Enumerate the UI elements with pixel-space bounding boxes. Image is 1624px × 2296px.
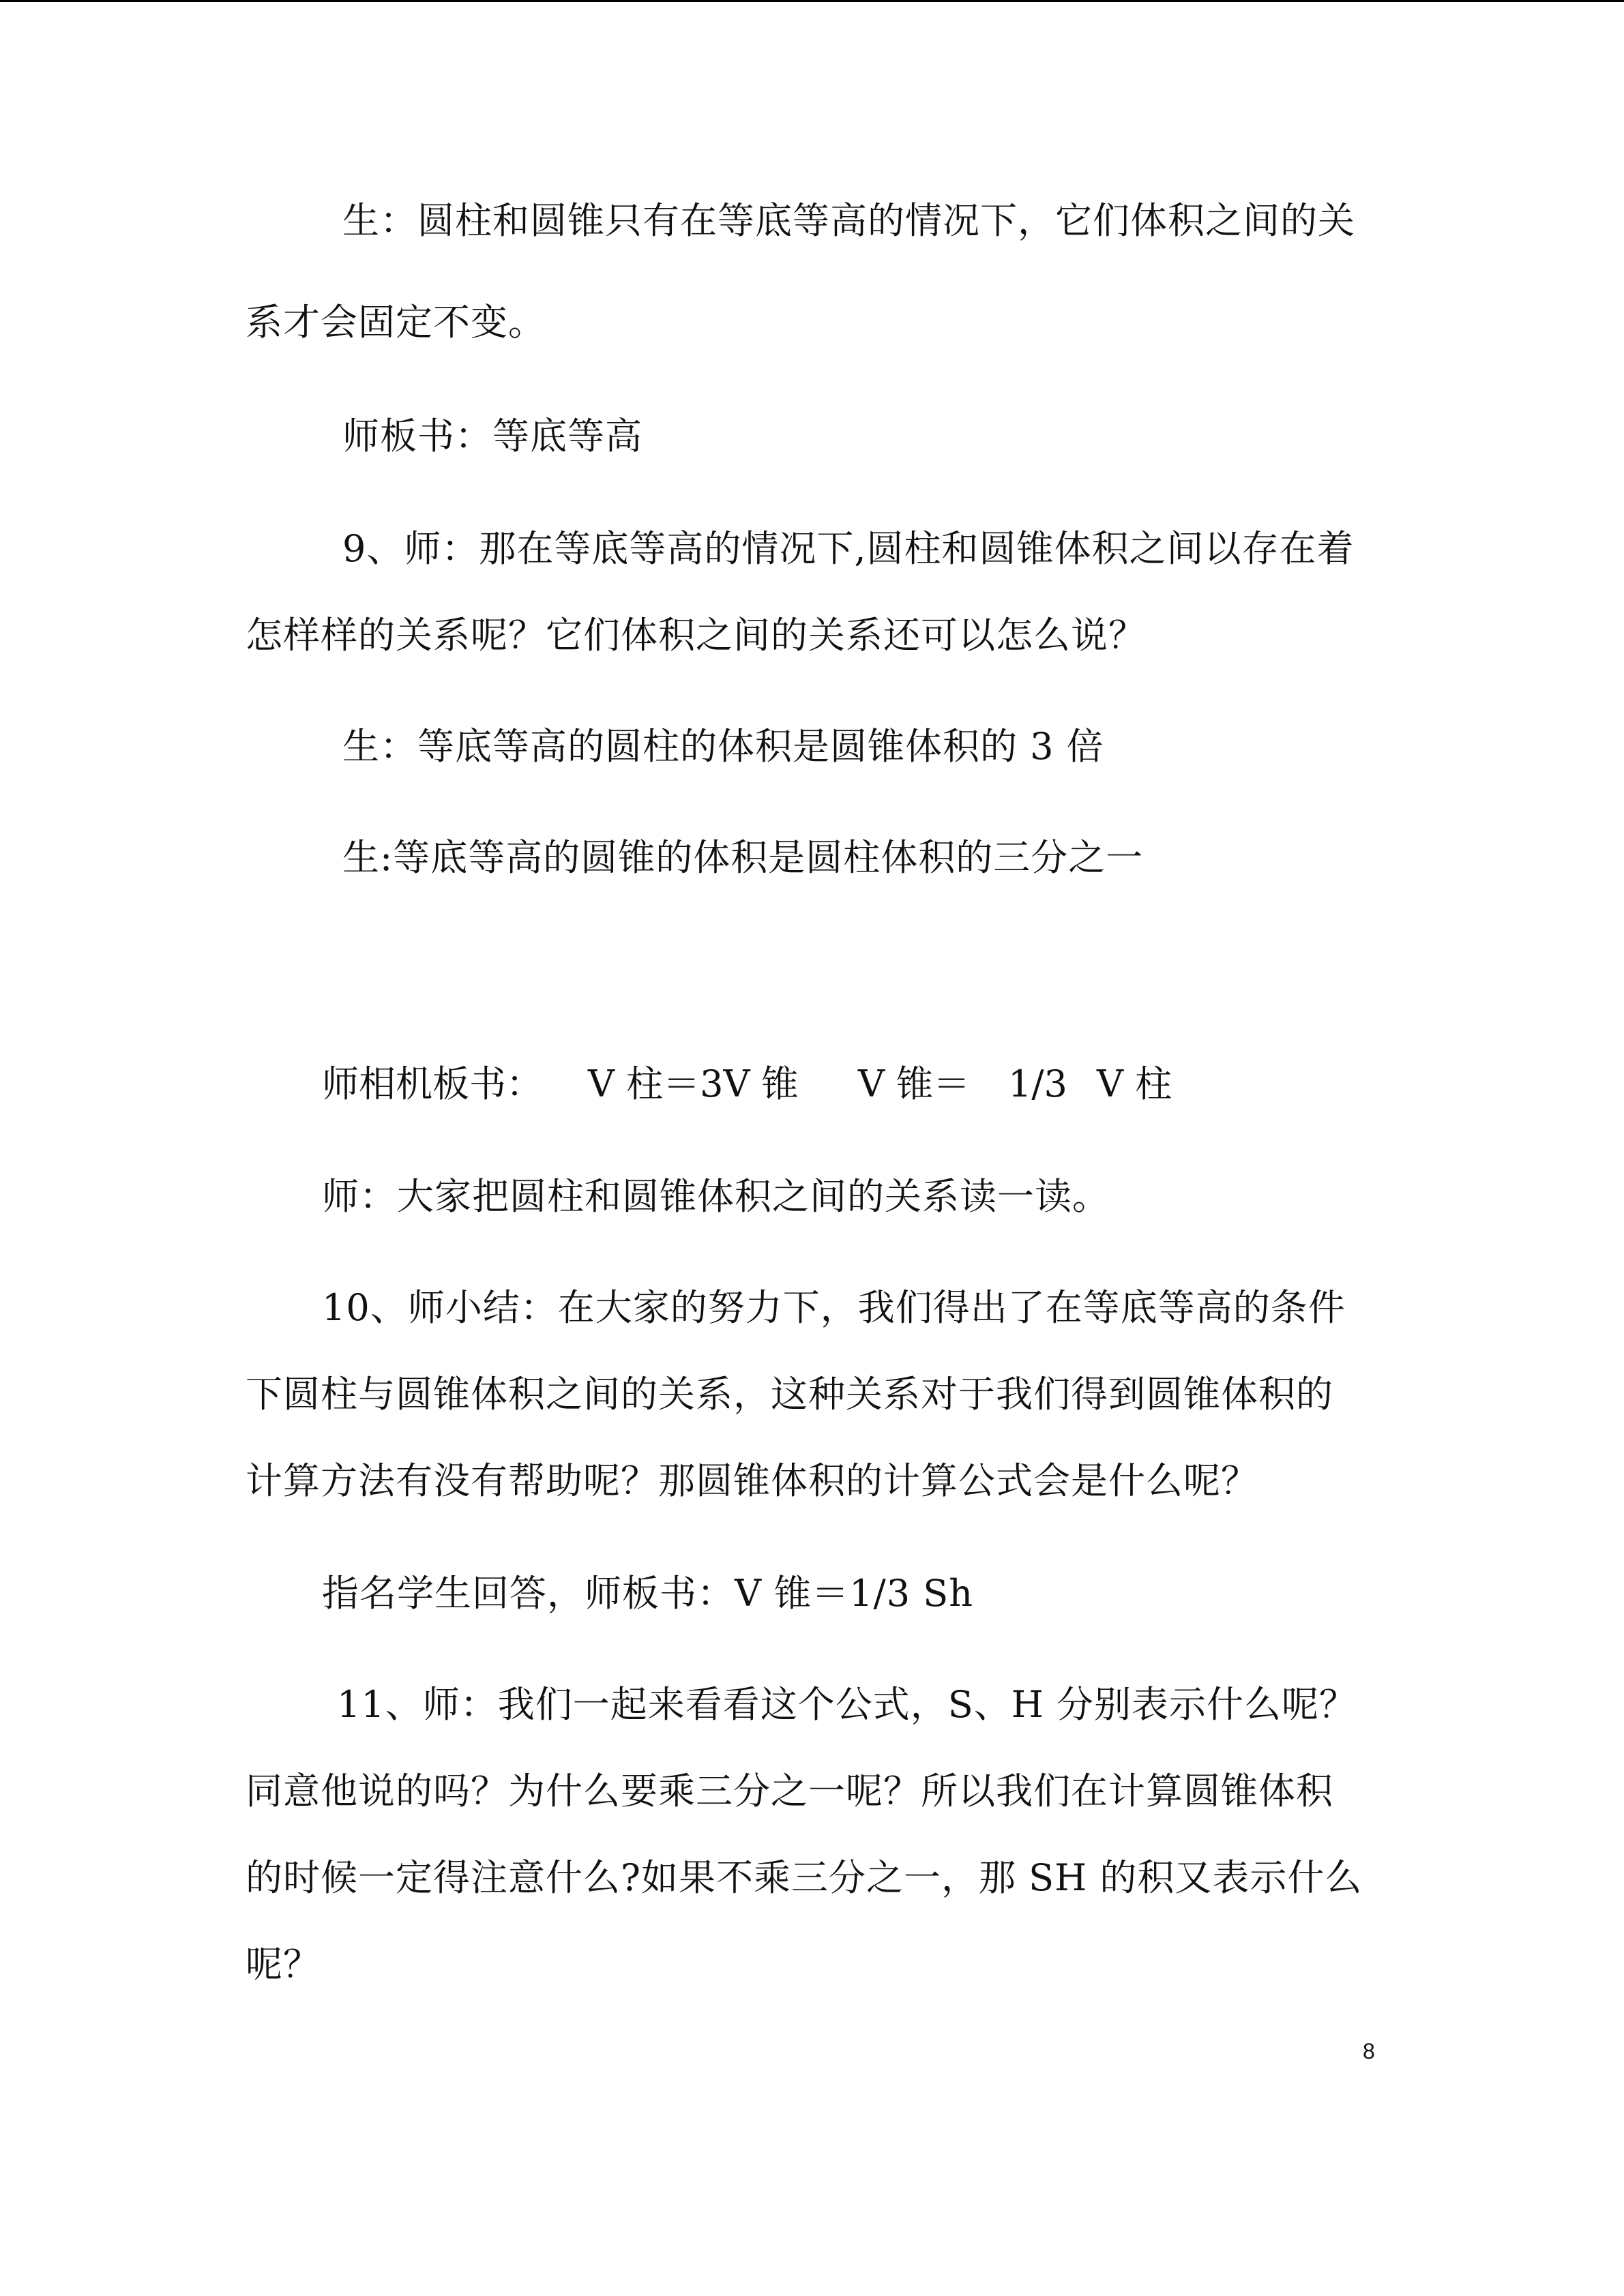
- paragraph-line: 9、师：那在等底等高的情况下,圆柱和圆锥体积之间以存在着: [342, 527, 1355, 570]
- paragraph-line: 怎样样的关系呢？它们体积之间的关系还可以怎么说？: [246, 614, 1146, 657]
- paragraph-line: 师：大家把圆柱和圆锥体积之间的关系读一读。: [322, 1175, 1110, 1218]
- formula-label: 师相机板书：: [322, 1062, 543, 1105]
- formula-cone-equals: V 锥＝: [858, 1062, 971, 1105]
- paragraph-line: 的时候一定得注意什么?如果不乘三分之一，那 SH 的积又表示什么: [246, 1856, 1363, 1899]
- formula-fraction: 1/3: [1008, 1062, 1067, 1105]
- paragraph-line: 生:等底等高的圆锥的体积是圆柱体积的三分之一: [342, 836, 1144, 879]
- paragraph-line: 10、师小结：在大家的努力下，我们得出了在等底等高的条件: [322, 1286, 1346, 1329]
- formula-cylinder-equals: V 柱＝3V 锥: [588, 1062, 799, 1105]
- paragraph-line: 下圆柱与圆锥体积之间的关系，这种关系对于我们得到圆锥体积的: [246, 1373, 1333, 1416]
- paragraph-line: 指名学生回答，师板书：V 锥＝1/3 Sh: [322, 1572, 974, 1615]
- paragraph-line: 师板书：等底等高: [342, 415, 643, 458]
- paragraph-line: 11、师：我们一起来看看这个公式，S、H 分别表示什么呢？: [337, 1683, 1357, 1726]
- paragraph-line: 计算方法有没有帮助呢？那圆锥体积的计算公式会是什么呢？: [246, 1459, 1258, 1502]
- paragraph-line: 生：等底等高的圆柱的体积是圆锥体积的 3 倍: [342, 725, 1104, 768]
- paragraph-line: 生：圆柱和圆锥只有在等底等高的情况下，它们体积之间的关: [342, 199, 1355, 242]
- paragraph-line: 呢？: [246, 1943, 321, 1986]
- paragraph-line: 同意他说的吗？为什么要乘三分之一呢？所以我们在计算圆锥体积: [246, 1770, 1333, 1813]
- paragraph-line: 系才会固定不变。: [246, 301, 546, 344]
- page-number: 8: [1363, 2039, 1375, 2063]
- formula-cylinder: V 柱: [1097, 1062, 1172, 1105]
